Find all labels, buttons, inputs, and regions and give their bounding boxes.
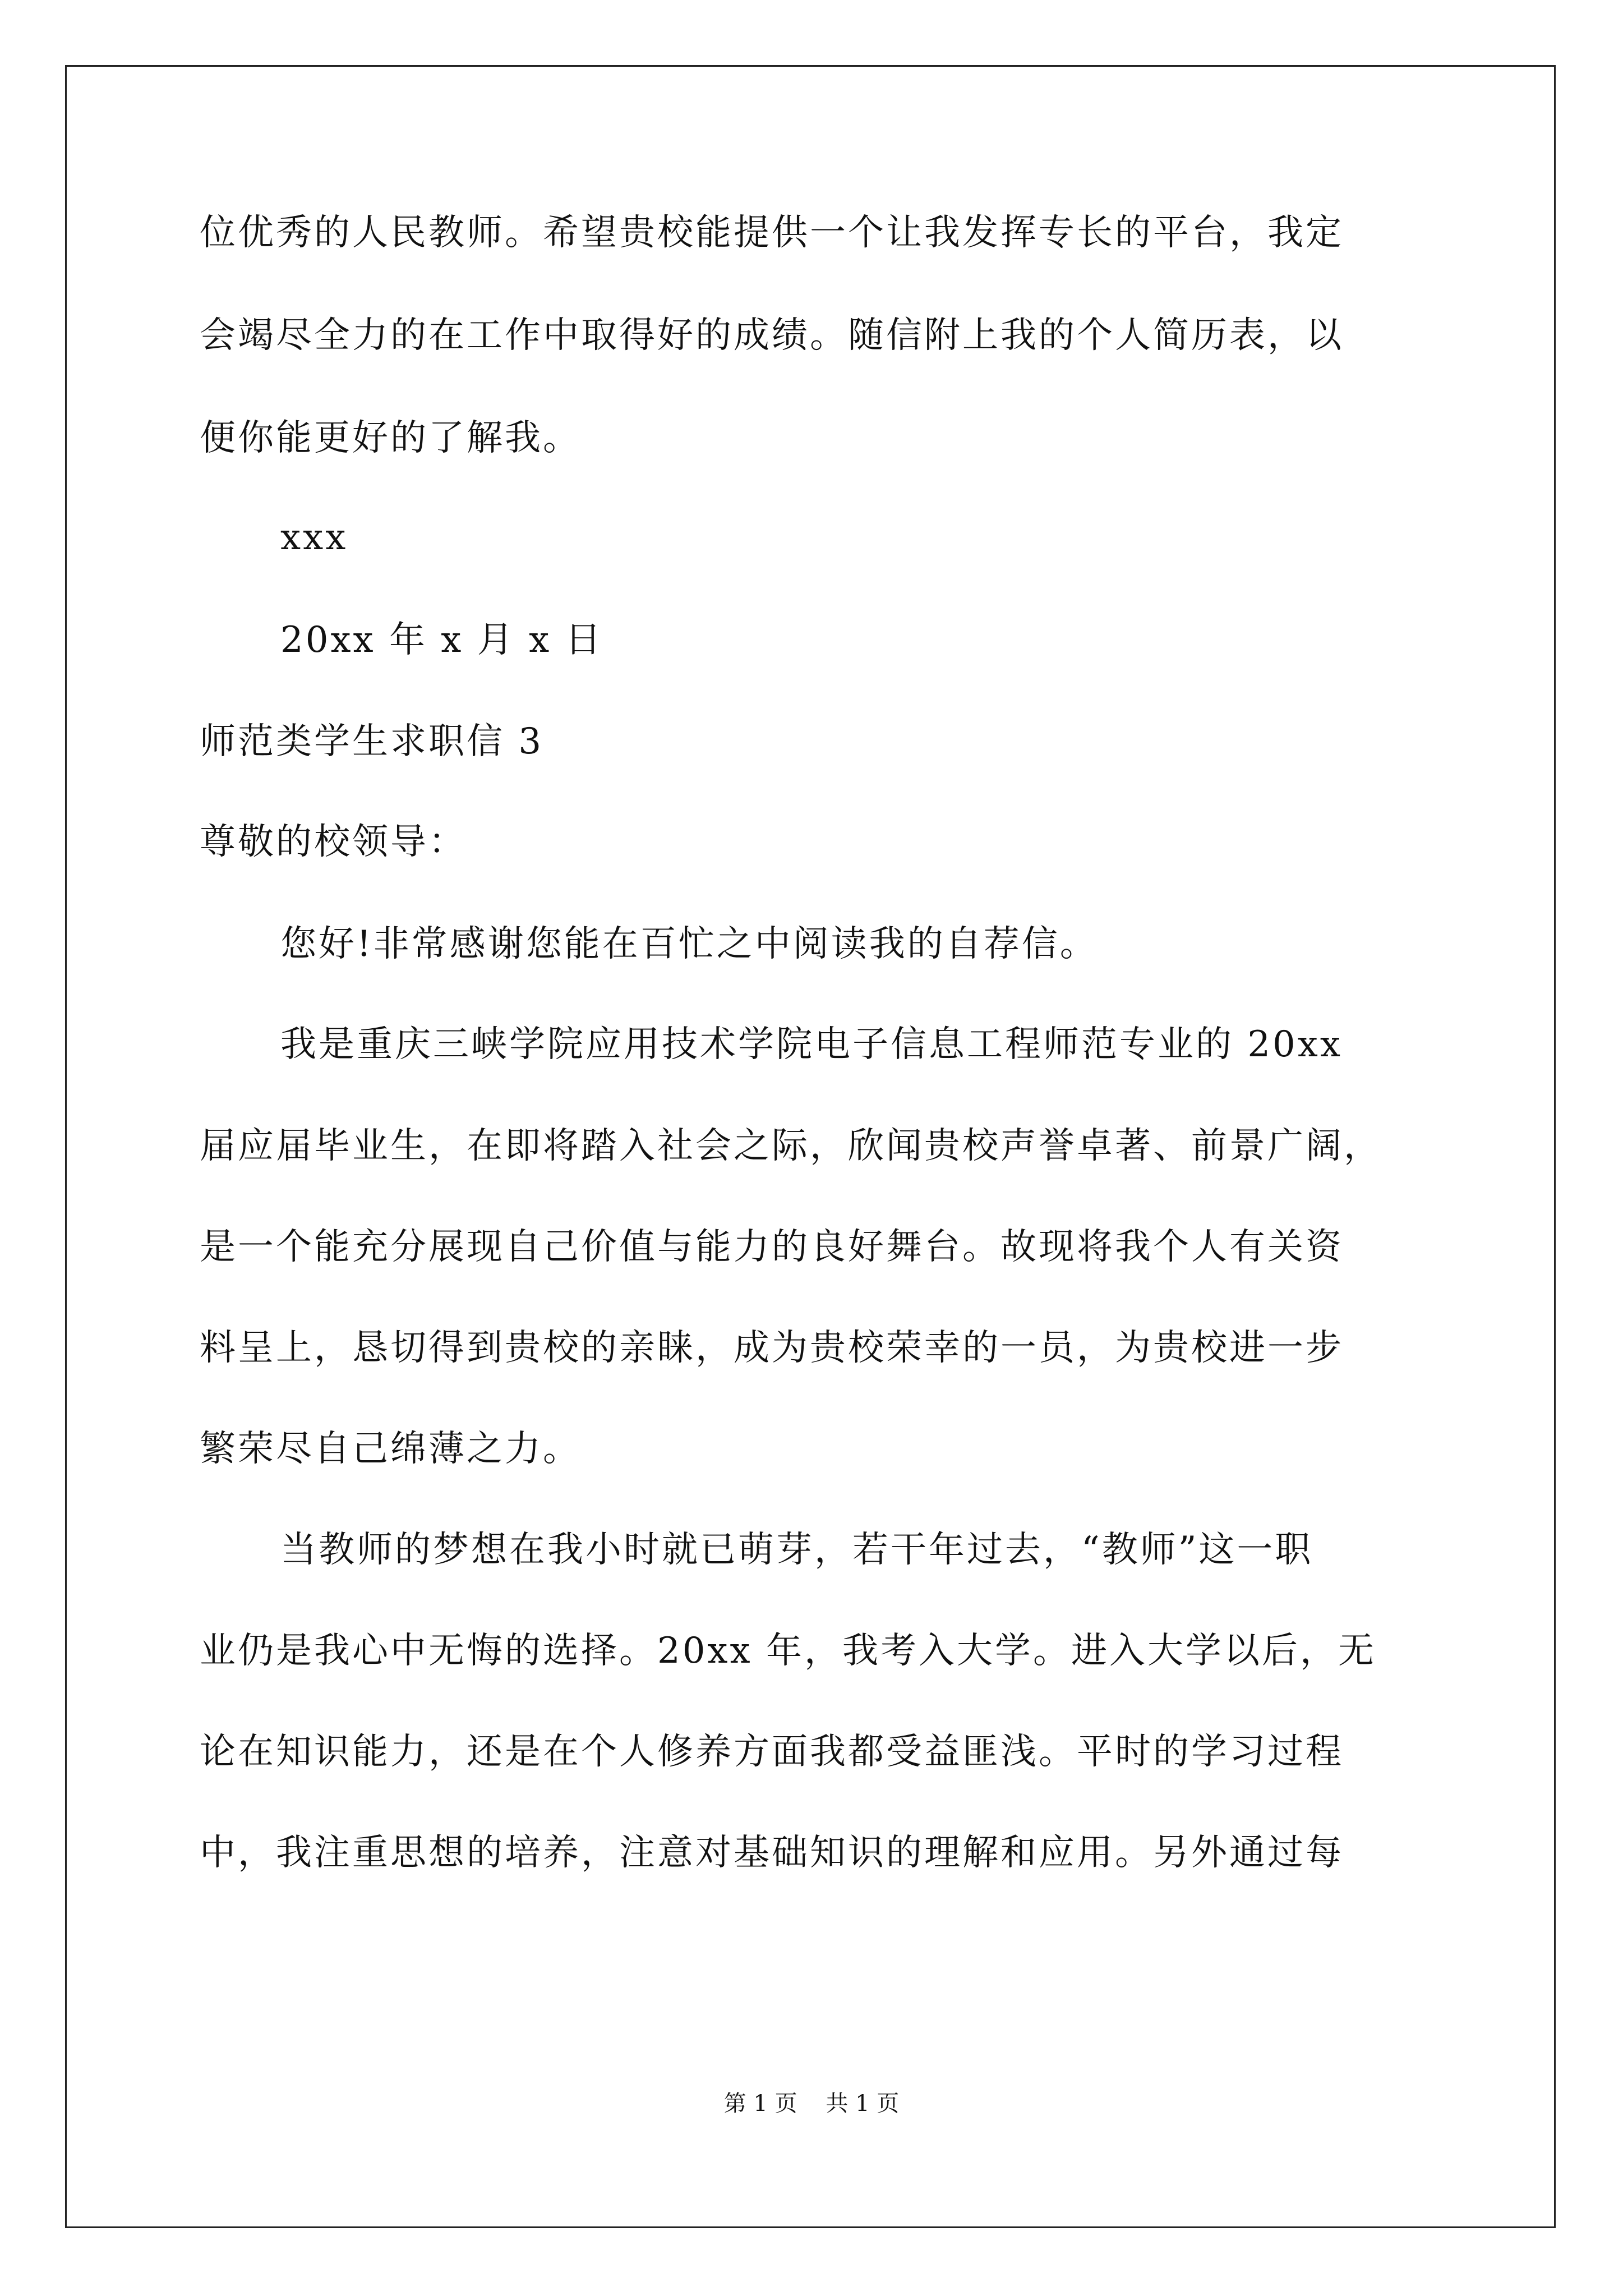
body-line: 当教师的梦想在我小时就已萌芽，若干年过去，“教师”这一职 (280, 1529, 1313, 1571)
signature-name: xxx (280, 517, 348, 558)
salutation: 尊敬的校领导： (200, 821, 467, 863)
body-line: 论在知识能力，还是在个人修养方面我都受益匪浅。平时的学习过程 (200, 1731, 1344, 1773)
body-line: 便你能更好的了解我。 (200, 417, 581, 459)
body-line: 是一个能充分展现自己价值与能力的良好舞台。故现将我个人有关资 (200, 1226, 1344, 1268)
body-line: 业仍是我心中无悔的选择。20xx 年，我考入大学。进入大学以后，无 (200, 1630, 1376, 1672)
body-line: 繁荣尽自己绵薄之力。 (200, 1428, 581, 1470)
body-line: 中，我注重思想的培养，注意对基础知识的理解和应用。另外通过每 (200, 1832, 1344, 1874)
body-line: 会竭尽全力的在工作中取得好的成绩。随信附上我的个人简历表，以 (200, 315, 1344, 356)
page-number-footer: 第 1 页 共 1 页 (723, 2091, 900, 2116)
body-line: 我是重庆三峡学院应用技术学院电子信息工程师范专业的 20xx (280, 1024, 1343, 1065)
body-line: 您好!非常感谢您能在百忙之中阅读我的自荐信。 (280, 923, 1098, 965)
section-title: 师范类学生求职信 3 (200, 721, 544, 762)
body-line: 位优秀的人民教师。希望贵校能提供一个让我发挥专长的平台，我定 (200, 212, 1344, 254)
body-line: 届应届毕业生，在即将踏入社会之际，欣闻贵校声誉卓著、前景广阔， (200, 1125, 1382, 1167)
signature-date: 20xx 年 x 月 x 日 (280, 619, 603, 661)
body-line: 料呈上，恳切得到贵校的亲睐，成为贵校荣幸的一员，为贵校进一步 (200, 1327, 1344, 1369)
